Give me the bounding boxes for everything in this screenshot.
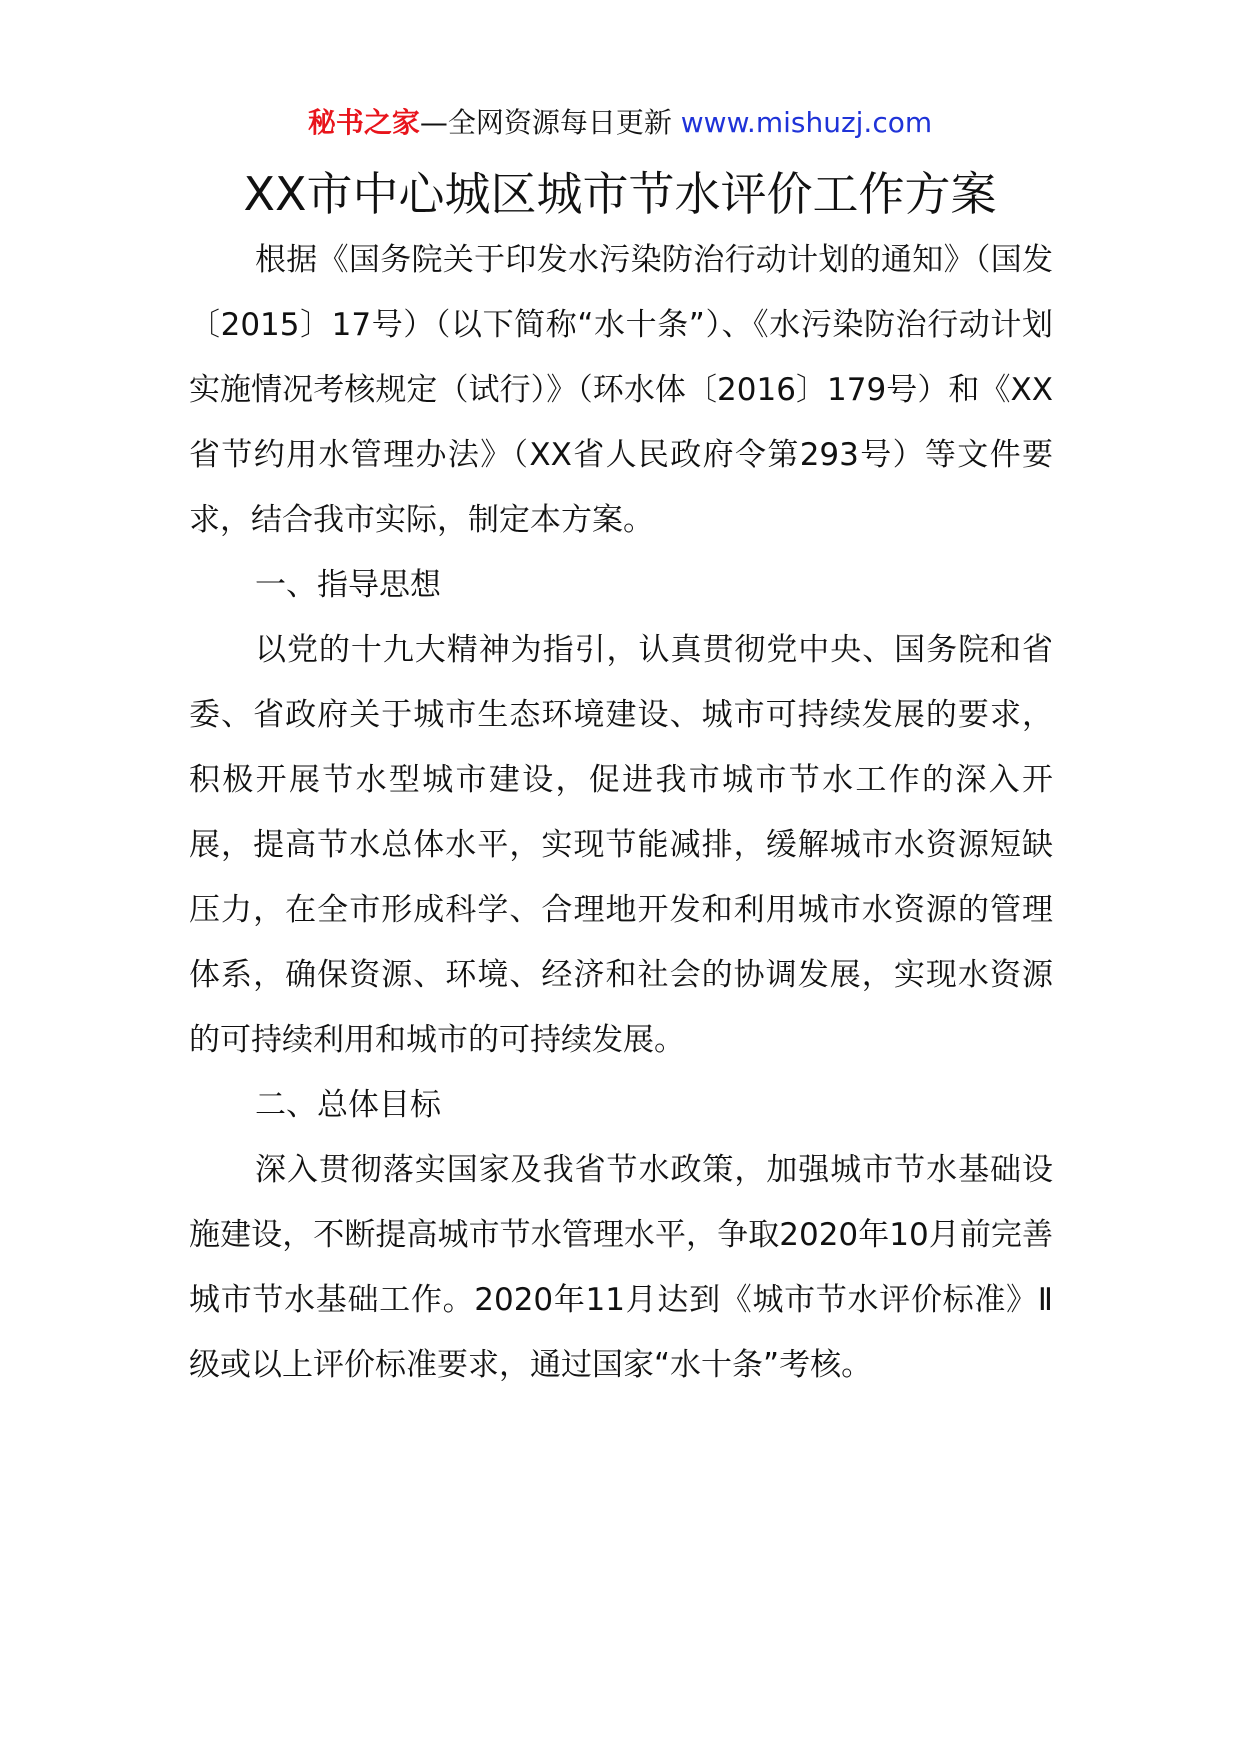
overall-goal-paragraph: 深入贯彻落实国家及我省节水政策，加强城市节水基础设施建设，不断提高城市节水管理水平，争取2020年10月前完善城市节水基础工作。2020年11月达到《城市节水评价标准》Ⅱ级或以上评价标准要求，通过国家“水十条”考核。 [189, 1152, 1053, 1383]
section-heading-overall-goal: 二、总体目标 [255, 1087, 441, 1123]
document-title: XX市中心城区城市节水评价工作方案 [243, 167, 997, 221]
guiding-ideology-paragraph: 以党的十九大精神为指引，认真贯彻党中央、国务院和省委、省政府关于城市生态环境建设、城市可持续发展的要求，积极开展节水型城市建设，促进我市城市节水工作的深入开展，提高节水总体水平，实现节能减排，缓解城市水资源短缺压力，在全市形成科学、合理地开发和利用城市水资源的管理体系，确保资源、环境、经济和社会的协调发展，实现水资源的可持续利用和城市的可持续发展。 [189, 632, 1053, 1058]
header-slogan: —全网资源每日更新 [419, 106, 681, 139]
brand-name: 秘书之家 [307, 106, 420, 139]
intro-paragraph: 根据《国务院关于印发水污染防治行动计划的通知》（国发〔2015〕17号）（以下简称“水十条”）、《水污染防治行动计划实施情况考核规定（试行）》（环水体〔2016〕179号）和《XX省节约用水管理办法》（XX省人民政府令第293号）等文件要求，结合我市实际，制定本方案。 [189, 242, 1053, 538]
document-body [189, 228, 1053, 1398]
page-header [0, 103, 1240, 143]
website-link[interactable]: www.mishuzj.com [680, 106, 933, 139]
section-heading-guiding-ideology: 一、指导思想 [255, 567, 441, 603]
